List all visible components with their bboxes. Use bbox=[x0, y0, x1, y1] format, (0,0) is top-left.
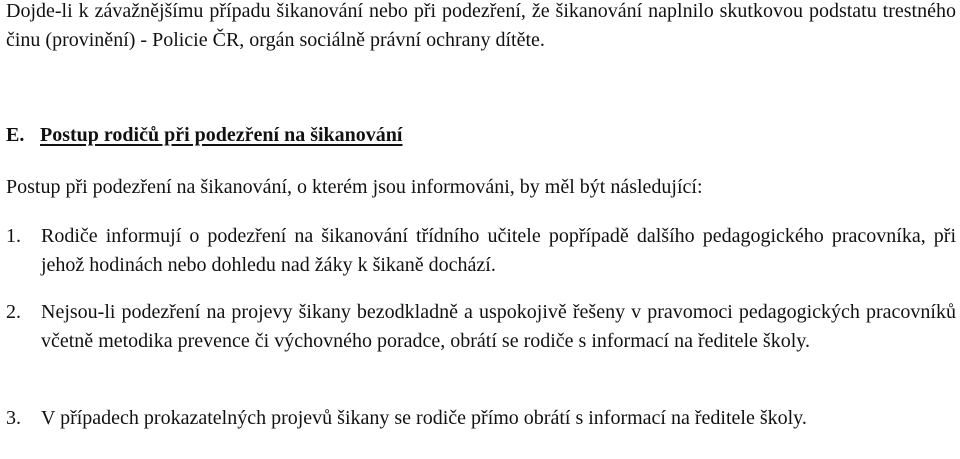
list-item-number: 3. bbox=[6, 407, 21, 429]
list-item bbox=[6, 222, 956, 280]
section-lead-text: Postup při podezření na šikanování, o kterém jsou informováni, by měl být následující: bbox=[6, 176, 703, 198]
section-title: Postup rodičů při podezření na šikanování bbox=[40, 124, 403, 146]
list-item-number: 1. bbox=[6, 225, 21, 247]
intro-paragraph: Dojde-li k závažnějšímu případu šikanování nebo při podezření, že šikanování naplnilo skutkovou podstatu trestného činu (provinění) - Policie ČR, orgán sociálně právní ochrany dítěte. bbox=[6, 0, 956, 51]
list-item bbox=[6, 298, 956, 356]
list-item-text: V případech prokazatelných projevů šikany se rodiče přímo obrátí s informací na ředitele školy. bbox=[41, 407, 807, 429]
list-item-number: 2. bbox=[6, 301, 21, 323]
list-item-text: Nejsou-li podezření na projevy šikany bezodkladně a uspokojivě řešeny v pravomoci pedagogických pracovníků včetně metodika prevence či výchovného poradce, obrátí se rodiče s informací na ředitele školy. bbox=[41, 301, 956, 352]
section-letter: E. bbox=[6, 124, 25, 146]
list-item-text: Rodiče informují o podezření na šikanování třídního učitele popřípadě dalšího pedagogického pracovníka, při jehož hodinách nebo dohledu nad žáky k šikaně dochází. bbox=[41, 225, 956, 276]
section-heading bbox=[6, 121, 402, 150]
list-item bbox=[6, 404, 956, 433]
